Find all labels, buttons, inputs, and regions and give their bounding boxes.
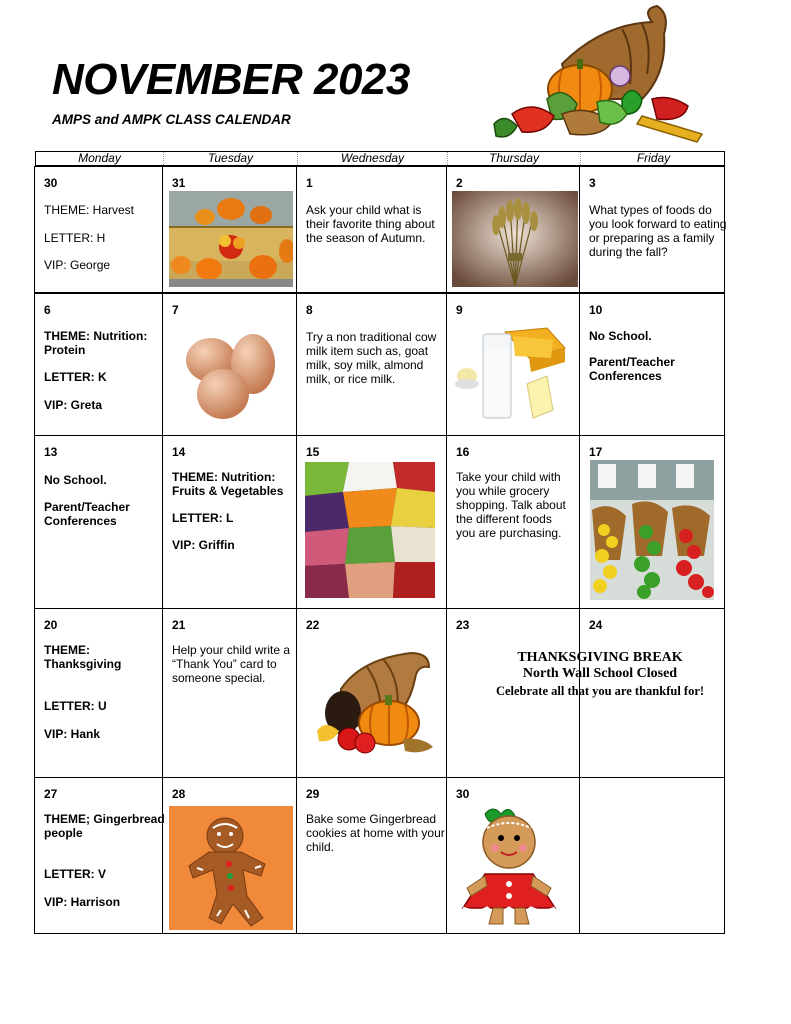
activity-text: Help your child write a “Thank You” card to someone special.: [172, 643, 291, 685]
theme-text: THEME: Thanksgiving: [44, 643, 122, 671]
day-number: 8: [306, 303, 313, 317]
letter-text: LETTER: U: [44, 699, 107, 713]
day-cell: [296, 608, 447, 778]
day-cell: [162, 166, 297, 293]
theme-text: THEME: Nutrition: Protein: [44, 329, 148, 357]
dairy-photo: [455, 318, 569, 428]
activity-text: Take your child with you while grocery shopping. Talk about the different foods you are purchasing.: [456, 470, 566, 540]
vip-text: VIP: Greta: [44, 398, 103, 412]
day-number: 24: [589, 618, 603, 632]
day-cell: [446, 166, 580, 293]
weekday-friday: Friday: [636, 151, 671, 165]
day-cell: [162, 608, 297, 778]
gingerbread-girl-clipart: [457, 804, 571, 928]
day-number: 13: [44, 445, 58, 459]
day-cell: [34, 435, 163, 609]
day-number: 9: [456, 303, 463, 317]
letter-text: LETTER: L: [172, 511, 234, 525]
day-cell: [34, 777, 163, 934]
day-cell: [162, 777, 297, 934]
activity-text: Ask your child what is their favorite thing about the season of Autumn.: [306, 203, 435, 245]
page-subtitle: AMPS and AMPK CLASS CALENDAR: [52, 112, 291, 127]
wheat-photo: [452, 191, 578, 287]
theme-text: THEME: Harvest: [44, 203, 135, 217]
day-number: 17: [589, 445, 603, 459]
notice-text: Parent/Teacher Conferences: [44, 500, 130, 528]
vip-text: VIP: Hank: [44, 727, 101, 741]
day-number: 31: [172, 176, 186, 190]
day-number: 21: [172, 618, 186, 632]
day-number: 2: [456, 176, 463, 190]
notice-text: No School.: [589, 329, 652, 343]
day-number: 30: [44, 176, 58, 190]
letter-text: LETTER: V: [44, 867, 106, 881]
notice-text: No School.: [44, 473, 107, 487]
weekday-wednesday: Wednesday: [298, 152, 448, 165]
theme-text: THEME; Gingerbread people: [44, 812, 165, 840]
activity-text: Try a non traditional cow milk item such as, goat milk, soy milk, almond milk, or rice milk.: [306, 330, 437, 386]
day-number: 20: [44, 618, 58, 632]
notice-celebrate-text: Celebrate all that you are thankful for!: [495, 684, 705, 698]
day-cell: [579, 293, 725, 436]
pumpkins-hay-photo: [169, 191, 293, 287]
letter-text: LETTER: K: [44, 370, 107, 384]
weekday-header-row: [35, 151, 725, 166]
day-cell: [579, 777, 725, 934]
day-cell: [579, 166, 725, 293]
vip-text: VIP: Griffin: [172, 538, 235, 552]
weekday-tuesday: Tuesday: [164, 152, 298, 165]
day-number: 3: [589, 176, 596, 190]
day-cell: [446, 293, 580, 436]
day-cell: [162, 435, 297, 609]
letter-text: LETTER: H: [44, 231, 106, 245]
day-number: 28: [172, 787, 186, 801]
notice-closed-text: North Wall School Closed: [522, 666, 678, 681]
weekday-monday: Monday: [36, 152, 164, 165]
activity-text: What types of foods do you look forward to eating or preparing as a family during the fall?: [589, 203, 727, 259]
day-number: 1: [306, 176, 313, 190]
day-number: 29: [306, 787, 320, 801]
day-number: 30: [456, 787, 470, 801]
day-cell: [446, 777, 580, 934]
day-number: 6: [44, 303, 51, 317]
page-title: NOVEMBER 2023: [52, 55, 410, 104]
day-number: 14: [172, 445, 186, 459]
day-cell: [296, 435, 447, 609]
day-number: 7: [172, 303, 179, 317]
day-cell: [162, 293, 297, 436]
gingerbread-cookie-photo: [169, 806, 293, 930]
day-cell: [296, 166, 447, 293]
day-number: 22: [306, 618, 320, 632]
notice-heading: THANKSGIVING BREAK: [517, 650, 683, 665]
theme-text: THEME: Nutrition: Fruits & Vegetables: [172, 470, 284, 498]
activity-text: Bake some Gingerbread cookies at home with your child.: [306, 812, 445, 854]
day-number: 15: [306, 445, 320, 459]
day-number: 27: [44, 787, 58, 801]
eggs-photo: [181, 326, 281, 422]
day-cell: [34, 166, 163, 293]
day-number: 10: [589, 303, 603, 317]
day-cell: [34, 608, 163, 778]
vip-text: VIP: George: [44, 258, 111, 272]
cornucopia-clipart: [311, 639, 435, 757]
cornucopia-header-clipart: [492, 4, 708, 146]
day-cell: [34, 293, 163, 436]
vip-text: VIP: Harrison: [44, 895, 121, 909]
thanksgiving-break-notice: [440, 500, 760, 699]
fruits-vegetables-photo: [305, 462, 435, 598]
weekday-thursday: Thursday: [448, 152, 581, 165]
day-number: 23: [456, 618, 470, 632]
day-cell: [296, 777, 447, 934]
notice-text: Parent/Teacher Conferences: [589, 355, 675, 383]
day-cell: [296, 293, 447, 436]
day-number: 16: [456, 445, 470, 459]
